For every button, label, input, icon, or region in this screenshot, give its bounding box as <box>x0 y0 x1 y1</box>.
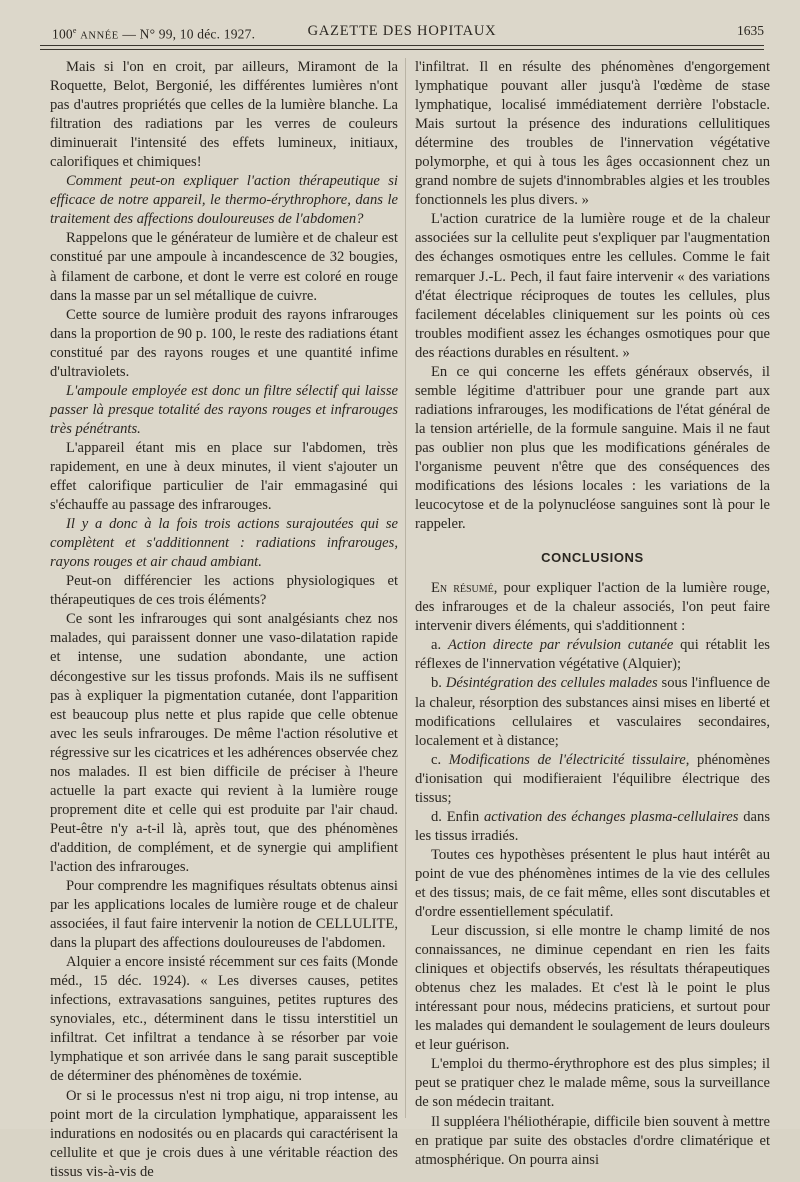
paragraph-italic: Comment peut-on expliquer l'action thérapeutique si efficace de notre appareil, le thermo-érythrophore, dans le traitement des affections douloureuses de l'abdomen? <box>50 173 398 228</box>
paragraph: Toutes ces hypothèses présentent le plus haut intérêt au point de vue des phénomènes intimes de la vie des cellules et des tissus; mais, de ce fait même, elles sont discutables et d'ordre essentiellement spéculatif. <box>415 846 770 921</box>
paragraph: Cette source de lumière produit des rayons infrarouges dans la proportion de 90 p. 100, le reste des radiations étant constitué par des rayons rouges et une quantité infime d'ultraviolets. <box>50 306 398 380</box>
paragraph: Alquier a encore insisté récemment sur ces faits (Monde méd., 15 déc. 1924). « Les diverses causes, petites infections, extravasations sanguines, petites ruptures des synoviales, etc., déterminent dans le tissu interstitiel un infiltrat. Cet infiltrat a tendance à se résorber par voie lymphatique et son arrivée dans le sang parait susceptible de déterminer des phénomènes de toxémie. <box>50 954 398 1085</box>
paragraph: l'infiltrat. Il en résulte des phénomènes d'engorgement lymphatique pouvant aller jusqu'à l'œdème de stase lymphatique, localisé immédiatement derrière l'obstacle. Mais surtout la présence des indurations cellulitiques détermine des troubles de l'innervation végétative polymorphe, et qui à tous les âges occasionnent chez un grand nombre de sujets d'innombrables algies et les troubles fonctionnels les plus divers. » <box>415 59 770 209</box>
header-rule-double <box>40 49 764 50</box>
paragraph: Mais si l'on en croit, par ailleurs, Miramont de la Roquette, Belot, Bergonié, les différentes lumières n'ont pas d'autres propriétés que celles de la lumière blanche. La filtration des radiations par les verres de couleurs diminuerait l'intensité des effets lumineux, initiaux, calorifiques et chimiques! <box>50 59 398 171</box>
conclusion-item: c. Modifications de l'électricité tissulaire, phénomènes d'ionisation qui modifieraient l'équilibre électrique des tissus; <box>415 751 770 806</box>
paragraph: Leur discussion, si elle montre le champ limité de nos connaissances, ne diminue cependant en rien les faits cliniques et objectifs observés, les résultats thérapeutiques obtenus chez les malades. Et c'est là le point le plus intéressant pour nous, médecins praticiens, et surtout pour les malades qui demandent le soulagement de leurs douleurs et leur guérison. <box>415 923 770 1054</box>
conclusions-intro: En résumé, pour expliquer l'action de la lumière rouge, des infrarouges et de la chaleur associés, l'on peut faire intervenir divers éléments, qui s'additionnent : <box>415 580 770 635</box>
section-heading: CONCLUSIONS <box>541 550 644 566</box>
journal-title: GAZETTE DES HOPITAUX <box>307 23 497 39</box>
header-rule <box>40 45 764 46</box>
conclusion-item: d. Enfin activation des échanges plasma-cellulaires dans les tissus irradiés. <box>415 808 770 844</box>
conclusion-item: b. Désintégration des cellules malades sous l'influence de la chaleur, résorption des substances ainsi mises en liberté et modifications cellulaires et vasculaires secondaires, localement et à distance; <box>415 675 770 749</box>
paragraph: Ce sont les infrarouges qui sont analgésiants chez nos malades, qui paraissent donner une vaso-dilatation rapide et intense, une sudation abondante, une action décongestive sur les tissus profonds. Mais ils ne suffisent pas à expliquer la pigmentation cutanée, dont l'apparition est beaucoup plus nette et plus rapide que celle obtenue avec les seuls infrarouges. De même l'action résolutive et régressive sur les cicatrices et les adhérences observée chez nos malades. Il est bien difficile de préciser à l'heure actuelle la part exacte qui revient à la lumière rouge proprement dite et celle qui est produite par l'air chaud. Peut-être n'y a-t-il là, après tout, que des phénomènes d'addition, de complément, et de synergie qui amplifient l'action des infrarouges. <box>50 611 398 875</box>
page-number: 1635 <box>737 23 764 38</box>
paragraph: L'action curatrice de la lumière rouge et de la chaleur associées sur la cellulite peut s'expliquer par l'augmentation des échanges osmotiques entre les cellules. Comme le fait remarquer J.-L. Pech, il faut faire intervenir « des variations d'état électrique réciproques de toutes les cellules, plus facilement décelables cliniquement sur les points où ces troubles modifient assez les échanges osmotiques pour que des réactions durables en résultent. » <box>415 211 770 361</box>
paragraph: En ce qui concerne les effets généraux observés, il semble légitime d'attribuer pour une grande part aux radiations infrarouges, les modifications de l'état général de la tension artérielle, de la formule sanguine. Mais il ne faut pas oublier non plus que les modifications générales de l'organisme peuvent n'être que des conséquences des modifications des lésions locales : les variations de la leucocytose et de la polynucléose sanguines sont là pour le rappeler. <box>415 363 770 533</box>
paragraph: Or si le processus n'est ni trop aigu, ni trop intense, au point mort de la circulation lymphatique, apparaissent les indurations en nodosités ou en placards qui caractérisent la cellulite et que je crois dues à une véritable réaction des tissus vis-à-vis de <box>50 1087 398 1180</box>
column-divider <box>405 58 406 1118</box>
paragraph: Peut-on différencier les actions physiologiques et thérapeutiques de ces trois éléments? <box>50 573 398 609</box>
paragraph-italic: L'ampoule employée est donc un filtre sélectif qui laisse passer là presque totalité des rayons rouges et infrarouges très pénétrants. <box>50 382 398 437</box>
conclusion-item: a. Action directe par révulsion cutanée qui rétablit les réflexes de l'innervation végétative (Alquier); <box>415 637 770 673</box>
paragraph: L'appareil étant mis en place sur l'abdomen, très rapidement, en une à deux minutes, il vient s'ajouter un effet calorifique particulier de l'air emmagasiné qui s'échauffe au passage des infrarouges. <box>50 439 398 514</box>
paragraph: Rappelons que le générateur de lumière et de chaleur est constitué par une ampoule à incandescence de 32 bougies, à filament de carbone, et dont le verre est coloré en rouge dans la masse par un sel métallique de cuivre. <box>50 230 398 304</box>
right-column <box>415 58 770 1170</box>
issue-info: 100e ANNÉE — N° 99, 10 déc. 1927. <box>52 26 256 42</box>
paragraph-italic: Il y a donc à la fois trois actions surajoutées qui se complètent et s'additionnent : radiations infrarouges, rayons rouges et air chaud ambiant. <box>50 516 398 571</box>
paragraph: Il suppléera l'héliothérapie, difficile bien souvent à mettre en pratique par suite des obstacles d'ordre climatérique et atmosphérique. On pourra ainsi <box>415 1113 770 1168</box>
paragraph: L'emploi du thermo-érythrophore est des plus simples; il peut se pratiquer chez le malade même, sous la surveillance de son médecin traitant. <box>415 1056 770 1111</box>
left-column <box>50 58 398 1182</box>
paragraph: Pour comprendre les magnifiques résultats obtenus ainsi par les applications locales de lumière rouge et de chaleur associées, il faut faire intervenir la notion de CELLULITE, dans la plupart des affections douloureuses de l'abdomen. <box>50 878 398 952</box>
running-header <box>40 20 764 42</box>
